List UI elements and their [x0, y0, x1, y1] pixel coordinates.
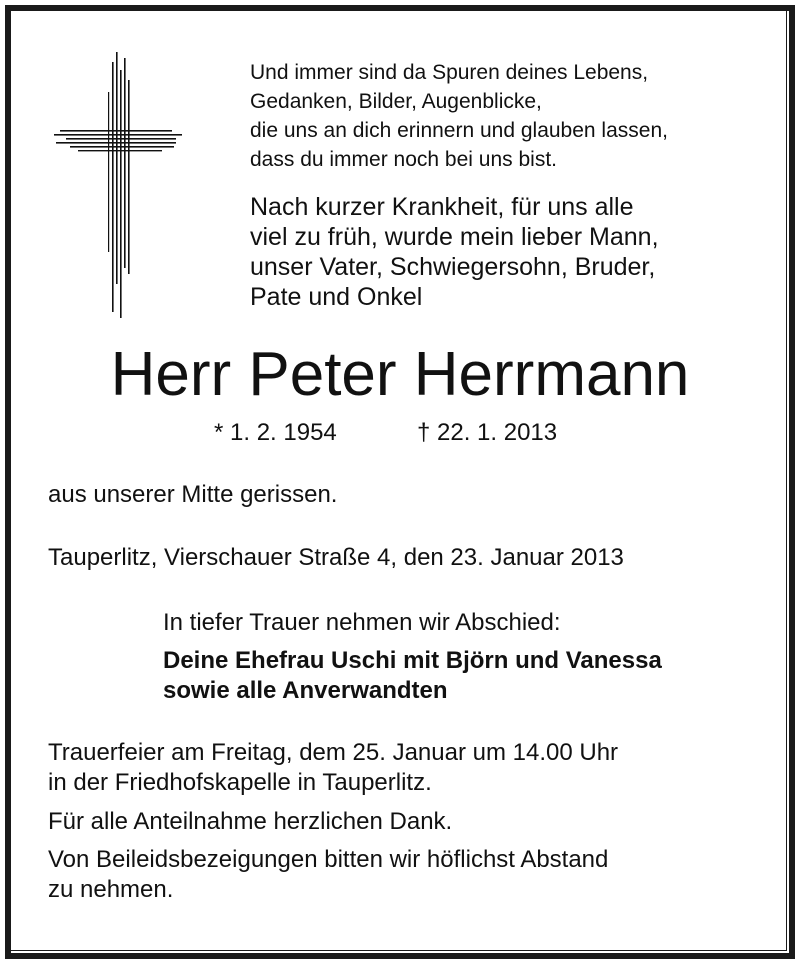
intro-line: unser Vater, Schwiegersohn, Bruder, [250, 253, 656, 281]
after-name-text: aus unserer Mitte gerissen. [48, 481, 338, 508]
intro-line: Nach kurzer Krankheit, für uns alle [250, 193, 634, 221]
funeral-line: Trauerfeier am Freitag, dem 25. Januar um 14.00 Uhr [48, 739, 619, 766]
poem-line: die uns an dich erinnern und glauben lassen, [250, 119, 668, 142]
deceased-name: Herr Peter Herrmann [110, 340, 690, 409]
condolence-note [48, 845, 608, 905]
funeral-line: in der Friedhofskapelle in Tauperlitz. [48, 769, 432, 796]
mourners-name: sowie alle Anverwandten [163, 677, 448, 704]
poem [250, 58, 668, 174]
place-date: Tauperlitz, Vierschauer Straße 4, den 23. Januar 2013 [48, 544, 624, 571]
poem-line: Und immer sind da Spuren deines Lebens, [250, 61, 649, 84]
mourners-heading: In tiefer Trauer nehmen wir Abschied: [163, 609, 561, 636]
mourners-name: Deine Ehefrau Uschi mit Björn und Vanessa [163, 647, 662, 674]
intro-text [250, 192, 659, 312]
cross-icon [54, 52, 182, 318]
intro-line: Pate und Onkel [250, 283, 423, 311]
death-date: † 22. 1. 2013 [417, 419, 558, 446]
condolence-line: Von Beileidsbezeigungen bitten wir höflichst Abstand [48, 846, 609, 873]
intro-line: viel zu früh, wurde mein lieber Mann, [250, 223, 659, 251]
birth-date: * 1. 2. 1954 [214, 419, 337, 446]
funeral-info [48, 738, 618, 798]
thanks-line: Für alle Anteilnahme herzlichen Dank. [48, 808, 453, 835]
thanks-text [48, 807, 452, 837]
condolence-line: zu nehmen. [48, 876, 174, 903]
poem-line: Gedanken, Bilder, Augenblicke, [250, 90, 542, 113]
poem-line: dass du immer noch bei uns bist. [250, 148, 557, 171]
